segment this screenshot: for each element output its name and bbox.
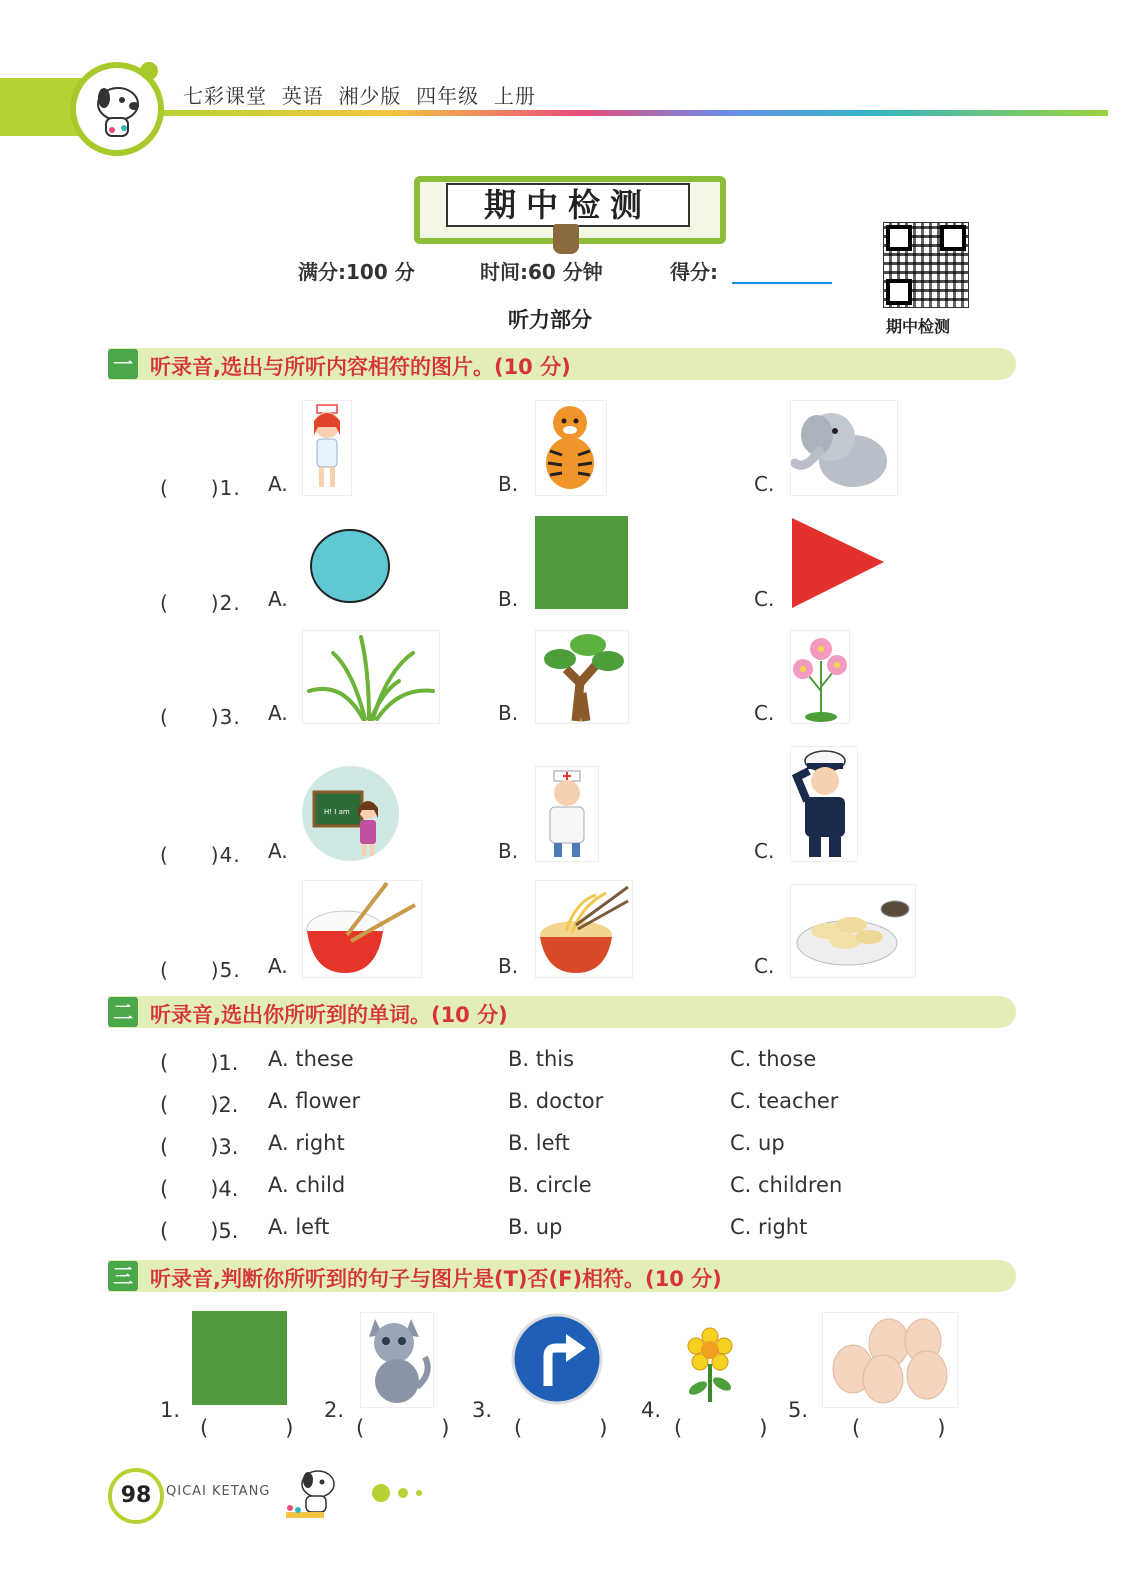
- question-label: ( )5.: [160, 958, 241, 982]
- word-option[interactable]: A. flower: [268, 1089, 361, 1113]
- teacher-icon: [302, 766, 399, 861]
- full-score: 满分:100 分: [298, 260, 415, 284]
- item-number: 2.: [324, 1398, 345, 1422]
- question-label: ( )2.: [160, 1093, 239, 1117]
- flower-icon: [680, 1326, 740, 1406]
- rice-bowl-icon: [303, 881, 421, 977]
- flower-picture: [680, 1326, 740, 1406]
- word-option[interactable]: C. right: [730, 1215, 808, 1239]
- answer-blank[interactable]: ( ): [514, 1416, 636, 1440]
- turn-right-sign-picture: [510, 1312, 604, 1406]
- dog-mascot-icon: [76, 68, 158, 150]
- dumplings-icon: [791, 885, 915, 977]
- word-option[interactable]: A. left: [268, 1215, 330, 1239]
- title-hanger-icon: [553, 224, 579, 254]
- tiger-icon: [536, 401, 606, 495]
- option-letter: B.: [498, 701, 519, 725]
- section-3-number: 三: [108, 1261, 138, 1291]
- question-label: ( )1.: [160, 476, 241, 500]
- turn-right-sign-icon: [510, 1312, 604, 1406]
- question-label: ( )4.: [160, 843, 241, 867]
- question-label: ( )1.: [160, 1051, 239, 1075]
- board-text: H! I am: [324, 808, 350, 816]
- header-rainbow-line: [150, 110, 1108, 116]
- noodles-bowl-icon: [536, 881, 632, 977]
- footer-dot-large: [372, 1484, 390, 1502]
- footer-mascot: [278, 1462, 350, 1524]
- flowers-icon: [791, 631, 849, 723]
- page-number: 98: [108, 1468, 164, 1524]
- option-letter: C.: [754, 954, 775, 978]
- option-letter: B.: [498, 472, 519, 496]
- circle-picture[interactable]: [302, 528, 396, 608]
- section-3-instruction: 听录音,判断你所听到的句子与图片是(T)否(F)相符。(10 分): [150, 1267, 722, 1291]
- series-name: 七彩课堂: [183, 84, 267, 108]
- elephant-icon: [791, 401, 897, 495]
- item-number: 1.: [160, 1398, 181, 1422]
- policeman-icon: [791, 747, 857, 861]
- listening-part-title: 听力部分: [508, 308, 592, 332]
- footer-brand: QICAI KETANG: [166, 1484, 271, 1499]
- option-letter: A.: [268, 587, 288, 611]
- doctor-icon: [536, 767, 598, 861]
- answer-blank[interactable]: ( ): [852, 1416, 974, 1440]
- answer-blank[interactable]: ( ): [674, 1416, 796, 1440]
- option-letter: C.: [754, 839, 775, 863]
- word-option[interactable]: C. children: [730, 1173, 843, 1197]
- word-option[interactable]: A. right: [268, 1131, 345, 1155]
- option-letter: B.: [498, 587, 519, 611]
- question-label: ( )4.: [160, 1177, 239, 1201]
- green-square-picture: [192, 1311, 287, 1405]
- question-label: ( )2.: [160, 591, 241, 615]
- word-option[interactable]: A. child: [268, 1173, 346, 1197]
- dog-mascot-icon: [278, 1462, 350, 1524]
- page-title: 期中检测: [446, 183, 690, 227]
- qr-label: 期中检测: [886, 317, 951, 336]
- item-number: 3.: [472, 1398, 493, 1422]
- answer-blank[interactable]: ( ): [200, 1416, 322, 1440]
- word-option[interactable]: B. up: [508, 1215, 563, 1239]
- cat-picture: [360, 1312, 434, 1408]
- subject-name: 英语: [281, 84, 324, 108]
- word-option[interactable]: B. doctor: [508, 1089, 604, 1113]
- word-option[interactable]: B. left: [508, 1131, 570, 1155]
- tiger-picture[interactable]: [535, 400, 607, 496]
- nurse-icon: [303, 401, 351, 495]
- option-letter: A.: [268, 954, 288, 978]
- grass-icon: [303, 631, 439, 723]
- tree-picture[interactable]: [535, 630, 629, 724]
- square-picture[interactable]: [535, 516, 628, 609]
- circle-shape-icon: [302, 528, 396, 608]
- eggs-picture: [822, 1312, 958, 1408]
- word-option[interactable]: C. those: [730, 1047, 817, 1071]
- qr-corner: [886, 279, 912, 305]
- option-letter: C.: [754, 701, 775, 725]
- section-2-instruction: 听录音,选出你所听到的单词。(10 分): [150, 1003, 508, 1027]
- time-limit: 时间:60 分钟: [480, 260, 603, 284]
- option-letter: B.: [498, 954, 519, 978]
- triangle-shape-icon: [790, 516, 886, 610]
- eggs-icon: [823, 1313, 957, 1407]
- teacher-picture[interactable]: [302, 766, 399, 861]
- option-letter: B.: [498, 839, 519, 863]
- header-title: [183, 80, 536, 109]
- item-number: 4.: [641, 1398, 662, 1422]
- footer-dot-medium: [398, 1488, 408, 1498]
- noodles-picture[interactable]: [535, 880, 633, 978]
- item-number: 5.: [788, 1398, 809, 1422]
- option-letter: A.: [268, 839, 288, 863]
- qr-code-icon[interactable]: [883, 222, 969, 308]
- edition-name: 湘少版: [338, 84, 402, 108]
- question-label: ( )3.: [160, 705, 241, 729]
- word-option[interactable]: A. these: [268, 1047, 354, 1071]
- footer-dot-small: [416, 1490, 422, 1496]
- word-option[interactable]: C. up: [730, 1131, 785, 1155]
- section-1-instruction: 听录音,选出与所听内容相符的图片。(10 分): [150, 355, 571, 379]
- question-label: ( )3.: [160, 1135, 239, 1159]
- header-dot: [140, 62, 158, 80]
- doctor-picture[interactable]: [535, 766, 599, 862]
- section-1-number: 一: [108, 349, 138, 379]
- triangle-picture[interactable]: [790, 516, 886, 610]
- volume-name: 上册: [493, 84, 536, 108]
- score-input-line[interactable]: [732, 282, 832, 284]
- word-option[interactable]: B. circle: [508, 1173, 592, 1197]
- flowers-picture[interactable]: [790, 630, 850, 724]
- question-label: ( )5.: [160, 1219, 239, 1243]
- cat-icon: [361, 1313, 433, 1407]
- answer-blank[interactable]: ( ): [356, 1416, 478, 1440]
- option-letter: C.: [754, 587, 775, 611]
- word-option[interactable]: B. this: [508, 1047, 575, 1071]
- elephant-picture[interactable]: [790, 400, 898, 496]
- grade-name: 四年级: [416, 84, 480, 108]
- tree-icon: [536, 631, 628, 723]
- score-label: 得分:: [670, 260, 718, 284]
- dumplings-picture[interactable]: [790, 884, 916, 978]
- section-2-number: 二: [108, 997, 138, 1027]
- word-option[interactable]: C. teacher: [730, 1089, 839, 1113]
- option-letter: A.: [268, 472, 288, 496]
- qr-corner: [886, 225, 912, 251]
- option-letter: C.: [754, 472, 775, 496]
- nurse-picture[interactable]: [302, 400, 352, 496]
- qr-corner: [940, 225, 966, 251]
- rice-picture[interactable]: [302, 880, 422, 978]
- grass-picture[interactable]: [302, 630, 440, 724]
- policeman-picture[interactable]: [790, 746, 858, 862]
- option-letter: A.: [268, 701, 288, 725]
